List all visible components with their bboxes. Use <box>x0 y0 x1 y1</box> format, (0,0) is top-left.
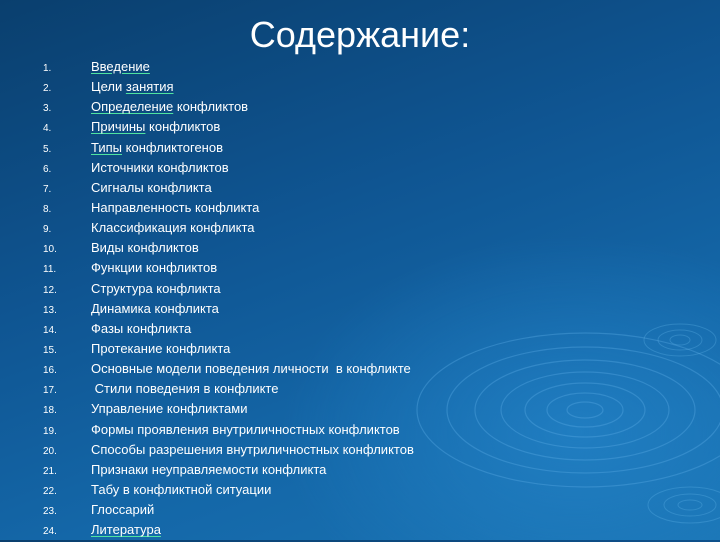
item-text: конфликтов <box>145 119 221 135</box>
item-number: 9. <box>43 224 52 236</box>
item-text: Способы разрешения внутриличностных конфликтов <box>91 441 414 457</box>
item-number: 15. <box>43 344 57 356</box>
item-text: Направленность конфликта <box>91 199 260 215</box>
toc-item <box>0 339 720 359</box>
item-link[interactable]: Причины <box>91 119 146 135</box>
item-entry <box>91 57 150 77</box>
item-number: 2. <box>43 83 52 95</box>
item-link[interactable]: Литература <box>91 522 161 538</box>
toc-item <box>0 319 720 339</box>
item-entry <box>91 520 161 540</box>
item-text: Виды конфликтов <box>91 240 199 256</box>
item-number: 22. <box>43 485 57 497</box>
item-entry <box>91 97 248 117</box>
item-number: 24. <box>43 526 57 538</box>
item-number: 18. <box>43 405 57 417</box>
toc-item <box>0 299 720 319</box>
toc-item <box>0 420 720 440</box>
item-text: конфликтов <box>173 99 249 115</box>
item-entry <box>91 77 174 97</box>
item-entry <box>91 117 220 137</box>
item-number: 16. <box>43 365 57 377</box>
item-prefix: Цели <box>91 79 126 95</box>
toc-item <box>0 460 720 480</box>
toc-item <box>0 279 720 299</box>
toc-item <box>0 500 720 520</box>
toc-item <box>0 440 720 460</box>
toc-item <box>0 57 720 77</box>
item-number: 23. <box>43 506 57 518</box>
item-text: конфликтогенов <box>122 139 224 155</box>
toc-item <box>0 238 720 258</box>
item-number: 17. <box>43 385 57 397</box>
item-text: Управление конфликтами <box>91 401 248 417</box>
item-link[interactable]: Введение <box>91 59 150 74</box>
item-text: Классификация конфликта <box>91 220 255 236</box>
toc-item <box>0 117 720 137</box>
item-number: 7. <box>43 183 52 195</box>
item-text: Источники конфликтов <box>91 159 229 175</box>
item-number: 14. <box>43 324 57 336</box>
item-number: 10. <box>43 244 57 256</box>
item-text: Стили поведения в конфликте <box>91 381 279 397</box>
item-text: Динамика конфликта <box>91 300 219 316</box>
item-number: 20. <box>43 445 57 457</box>
item-number: 1. <box>43 63 52 74</box>
item-link[interactable]: Определение <box>91 99 174 115</box>
toc-item <box>0 258 720 278</box>
toc-item <box>0 138 720 158</box>
toc-item <box>0 178 720 198</box>
toc-item <box>0 480 720 500</box>
item-text: Признаки неуправляемости конфликта <box>91 461 327 477</box>
item-number: 5. <box>43 143 52 155</box>
item-number: 19. <box>43 425 57 437</box>
toc-item <box>0 97 720 117</box>
item-entry <box>91 138 223 158</box>
item-number: 12. <box>43 284 57 296</box>
item-number: 8. <box>43 203 52 215</box>
item-number: 11. <box>43 264 57 276</box>
item-text: Фазы конфликта <box>91 320 192 336</box>
item-text: Формы проявления внутриличностных конфликтов <box>91 421 400 437</box>
item-text: Структура конфликта <box>91 280 221 296</box>
item-link[interactable]: Типы <box>91 139 123 155</box>
item-text: Табу в конфликтной ситуации <box>91 481 272 497</box>
item-text: Протекание конфликта <box>91 340 231 356</box>
item-text: Основные модели поведения личности в конфликте <box>91 361 411 377</box>
item-number: 4. <box>43 123 52 135</box>
item-text: Глоссарий <box>91 502 155 518</box>
item-text: Функции конфликтов <box>91 260 218 276</box>
item-text: Сигналы конфликта <box>91 179 212 195</box>
slide-title: Содержание: <box>249 14 471 55</box>
toc-item <box>0 198 720 218</box>
toc-item <box>0 359 720 379</box>
toc-item <box>0 158 720 178</box>
item-number: 3. <box>43 103 52 115</box>
toc-item <box>0 218 720 238</box>
item-link[interactable]: занятия <box>125 79 174 95</box>
toc-item <box>0 520 720 540</box>
toc-item <box>0 379 720 399</box>
toc-item <box>0 399 720 419</box>
item-number: 13. <box>43 304 57 316</box>
toc-item <box>0 77 720 97</box>
item-number: 21. <box>43 465 57 477</box>
item-number: 6. <box>43 163 52 175</box>
table-of-contents <box>0 57 720 540</box>
